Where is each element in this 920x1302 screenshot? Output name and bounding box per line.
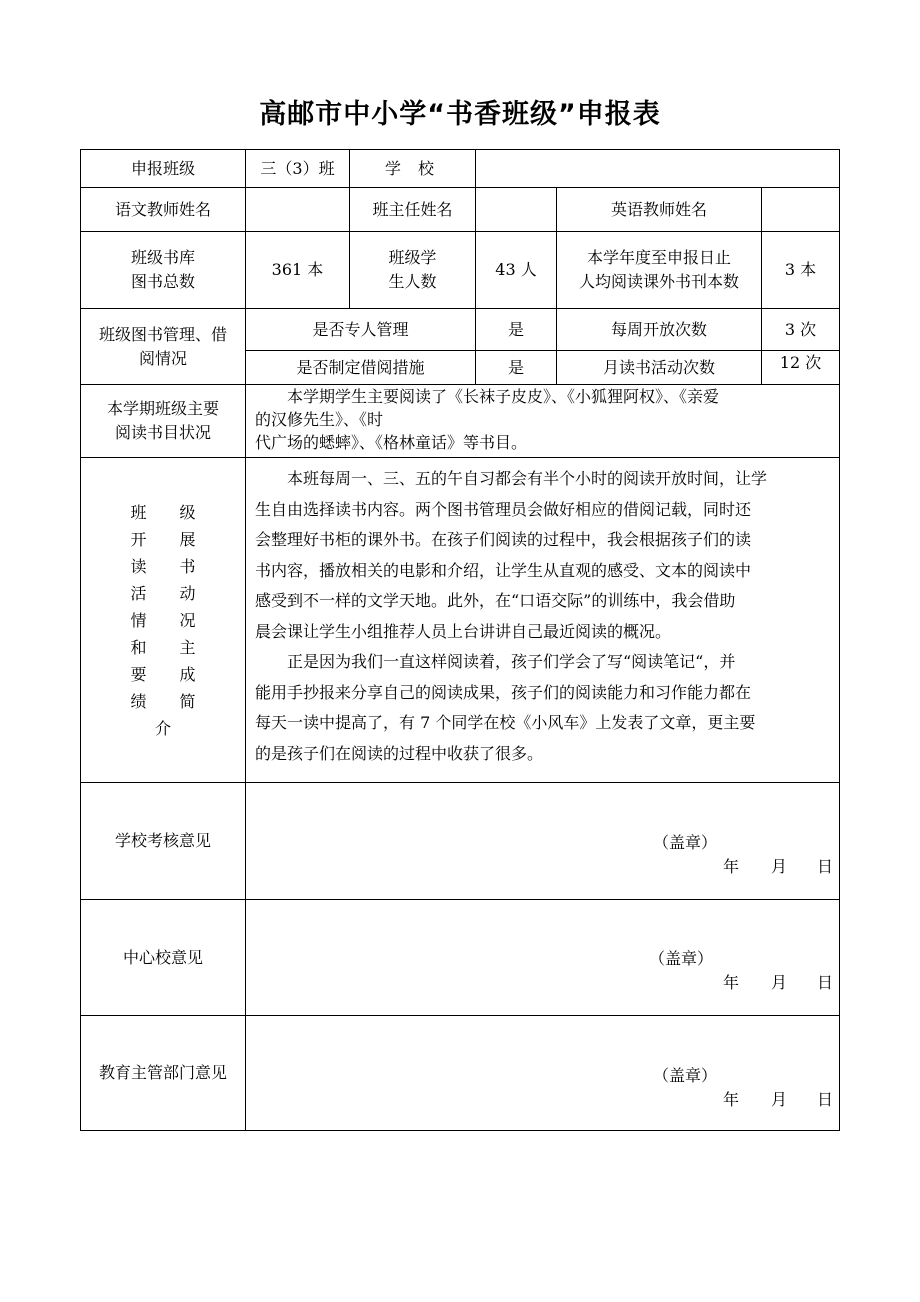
class-value: 三（3）班 <box>260 158 335 178</box>
activities-label-line: 读 书 <box>130 556 210 576</box>
center-date-month: 月 <box>771 973 788 992</box>
bureau-opinion-label: 教育主管部门意见 <box>98 1063 227 1082</box>
activities-line: 能用手抄报来分享自己的阅读成果，孩子们的阅读能力和习作能力都在 <box>255 682 752 702</box>
book-list-label <box>81 385 245 457</box>
activities-label <box>81 458 245 782</box>
application-form-table <box>80 149 840 1131</box>
monthly-label: 月读书活动次数 <box>602 357 715 377</box>
bureau-stamp: （盖章） <box>653 1066 718 1085</box>
students-label-line: 班级学 <box>388 248 437 267</box>
students-value: 43 人 <box>495 260 537 279</box>
bureau-date-year: 年 <box>723 1090 740 1109</box>
weekly-open-value: 3 次 <box>784 319 817 339</box>
school-label: 学 校 <box>384 158 441 178</box>
activities-label-line: 绩 简 <box>130 691 210 711</box>
activities-line: 每天一读中提高了，有 7 个同学在校《小风车》上发表了文章，更主要 <box>255 713 756 732</box>
activities-line: 感受到不一样的文学天地。此外，在“口语交际”的训练中，我会借助 <box>255 591 736 610</box>
book-list-line: 的汉修先生》、《时 <box>255 410 384 429</box>
library-label <box>81 232 245 308</box>
book-list-text <box>255 385 835 454</box>
page-title: 高邮市中小学“书香班级”申报表 <box>259 99 661 130</box>
management-label-line: 班级图书管理、借 <box>98 324 227 344</box>
column-divider <box>761 187 762 231</box>
activities-line: 晨会课让学生小组推荐人员上台讲讲自己最近阅读的概况。 <box>255 621 672 641</box>
activities-label-line: 和 主 <box>130 637 210 657</box>
activities-line: 书内容，播放相关的电影和介绍，让学生从直观的感受、文本的阅读中 <box>255 560 752 580</box>
center-date-year: 年 <box>723 973 740 992</box>
center-date-day: 日 <box>817 973 834 992</box>
dedicated-value: 是 <box>507 319 524 339</box>
column-divider <box>475 187 476 231</box>
library-value: 361 本 <box>271 260 324 279</box>
activities-line: 正是因为我们一直这样阅读着，孩子们学会了写“阅读笔记“，并 <box>287 652 736 671</box>
english-teacher-label: 英语教师姓名 <box>610 199 707 219</box>
library-label-line: 图书总数 <box>130 272 195 291</box>
students-label-line: 生人数 <box>388 272 437 291</box>
bureau-date-month: 月 <box>771 1090 788 1109</box>
book-list-line: 代广场的蟋蟀》、《格林童话》等书目。 <box>255 433 528 452</box>
center-stamp: （盖章） <box>649 949 714 968</box>
school-date-month: 月 <box>771 857 788 876</box>
activities-label-line: 要 成 <box>130 664 210 684</box>
activities-line: 会整理好书柜的课外书。在孩子们阅读的过程中，我会根据孩子们的读 <box>255 530 752 549</box>
activities-line: 的是孩子们在阅读的过程中收获了很多。 <box>255 743 544 763</box>
activities-label-line: 班 级 <box>130 502 210 522</box>
school-date-day: 日 <box>817 857 834 876</box>
book-list-label-line: 本学期班级主要 <box>106 399 219 418</box>
weekly-open-label: 每周开放次数 <box>610 319 707 339</box>
activities-line: 本班每周一、三、五的午自习都会有半个小时的阅读开放时间，让学 <box>287 469 768 488</box>
chinese-teacher-label: 语文教师姓名 <box>114 199 211 219</box>
management-label-line: 阅情况 <box>138 348 187 368</box>
school-value <box>476 150 839 187</box>
activities-text <box>255 464 839 769</box>
per-capita-label-line: 本学年度至申报日止 <box>586 248 731 267</box>
book-list-line: 本学期学生主要阅读了《长袜子皮皮》、《小狐狸阿权》、《亲爱 <box>287 387 720 406</box>
activities-label-line: 活 动 <box>130 583 210 603</box>
book-list-label-line: 阅读书目状况 <box>114 423 211 442</box>
activities-label-line: 开 展 <box>130 529 210 549</box>
head-teacher-label: 班主任姓名 <box>372 199 453 219</box>
measures-value: 是 <box>507 357 524 377</box>
students-label <box>350 232 475 308</box>
per-capita-label <box>557 232 761 308</box>
monthly-value: 12 次 <box>779 353 822 372</box>
class-label: 申报班级 <box>130 158 195 178</box>
per-capita-label-line: 人均阅读课外书刊本数 <box>578 272 739 291</box>
library-label-line: 班级书库 <box>130 248 195 267</box>
activities-label-line: 介 <box>154 718 185 738</box>
dedicated-label: 是否专人管理 <box>312 319 409 339</box>
measures-label: 是否制定借阅措施 <box>296 357 425 377</box>
bureau-date-day: 日 <box>817 1090 834 1109</box>
per-capita-value: 3 本 <box>784 260 817 279</box>
center-opinion-label: 中心校意见 <box>122 947 203 967</box>
activities-label-line: 情 况 <box>130 610 210 630</box>
activities-line: 生自由选择读书内容。两个图书管理员会做好相应的借阅记载，同时还 <box>255 499 752 519</box>
school-date-year: 年 <box>723 857 740 876</box>
school-stamp: （盖章） <box>653 833 718 852</box>
management-label <box>81 309 245 384</box>
school-opinion-label: 学校考核意见 <box>114 831 211 850</box>
